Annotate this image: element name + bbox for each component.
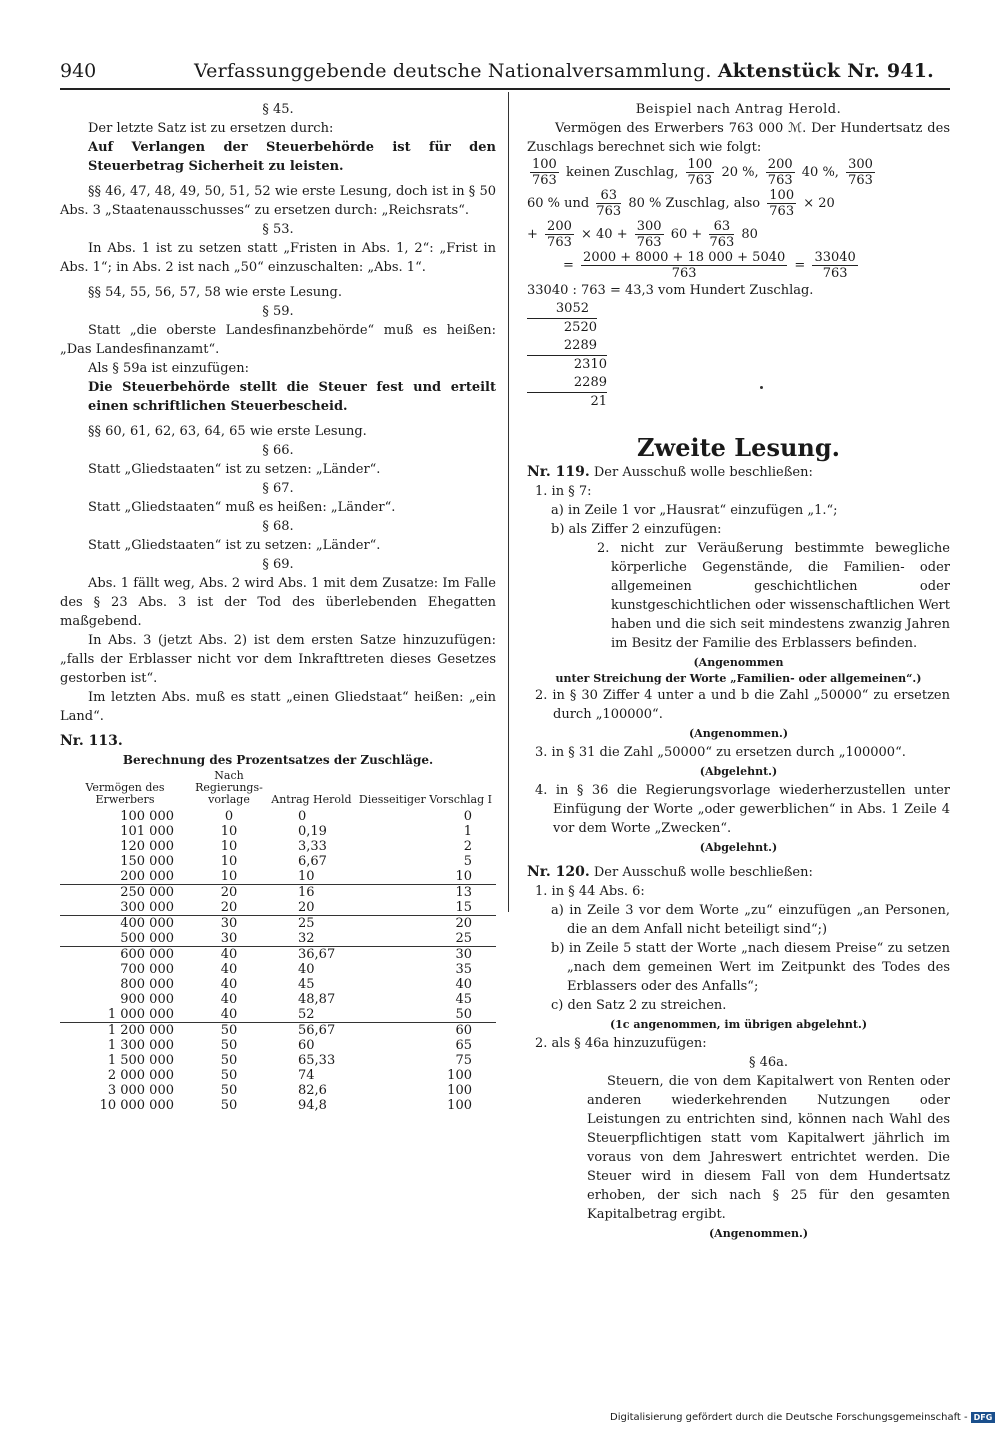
example-heading: Beispiel nach Antrag Herold. [635, 102, 842, 117]
table-cell: 40 [220, 977, 238, 992]
table-cell: 600 000 [60, 947, 190, 963]
formula-line-3: + $\frac{200}{763}$ × 40 + $\frac{300}{763}$ 60 + $\frac{63}{763}$ 80 [527, 219, 758, 250]
list-item: 4. in § 36 die Regierungsvorlage wiederherzustellen unter Einfügung der Worte „oder gewerblichen“ in Abs. 1 Zeile 4 vor dem Worte „Zwecken“. [535, 783, 950, 836]
table-cell: 700 000 [120, 962, 174, 977]
header-doc-number: Aktenstück Nr. 941. [717, 60, 934, 82]
table-cell: 10 [220, 824, 238, 839]
table-cell: 35 [455, 962, 472, 977]
table-cell: 15 [455, 900, 472, 915]
decision-note: (Angenommen.) [688, 727, 789, 740]
table-cell: 101 000 [120, 824, 174, 839]
item-heading: Nr. 119. Der Ausschuß wolle beschließen: [527, 464, 813, 480]
right-column [527, 100, 950, 1243]
paragraph: Steuern, die von dem Kapitalwert von Renten oder anderen wiederkehrenden Nutzungen oder Leistungen zu entrichten sind, können nach Wahl des Steuerpflichtigen statt vom Kapitalwert jährlich im voraus von dem Jahreswert entrichtet werden. Die Steuer wird in diesem Fall von dem Hundertsatz erhoben, der sich nach § 25 für den gesamten Kapitalbetrag ergibt. [587, 1074, 950, 1222]
fraction: $\frac{63}{763}$ [709, 219, 735, 250]
ink-speck [760, 386, 763, 389]
list-item: 1. in § 44 Abs. 6: [535, 884, 645, 899]
section-heading: § 67. [262, 481, 294, 496]
table-cell: 100 [447, 1098, 472, 1113]
table-cell: 20 [190, 885, 268, 901]
table-cell: 1 [463, 824, 472, 839]
table-cell: 1 000 000 [107, 1007, 174, 1022]
paragraph: Als § 59a ist einzufügen: [88, 361, 249, 376]
paragraph: Statt „die oberste Landesfinanzbehörde“ muß es heißen: „Das Landesfinanzamt“. [60, 323, 496, 357]
section-heading: § 46a. [748, 1055, 789, 1070]
table-row [60, 931, 496, 947]
table-cell: 36,67 [268, 947, 355, 963]
table-cell: 45 [455, 992, 472, 1007]
table-cell: 45 [298, 977, 315, 992]
table-cell: 6,67 [298, 854, 327, 869]
table-cell: 16 [268, 885, 355, 901]
table-column-header: Vermögen des Erwerbers [85, 781, 165, 806]
table-row [60, 1083, 496, 1098]
table-cell: 3 000 000 [107, 1083, 174, 1098]
table-cell: 40 [220, 1007, 238, 1022]
table-cell: 0 [463, 809, 472, 824]
table-cell: 5 [463, 854, 472, 869]
paragraph: Abs. 1 fällt weg, Abs. 2 wird Abs. 1 mit dem Zusatze: Im Falle des § 23 Abs. 3 ist der Tod des überlebenden Ehegatten maßgebend. [60, 576, 496, 629]
list-item: a) in Zeile 1 vor „Hausrat“ einzufügen „1.“; [551, 503, 838, 518]
table-cell: 20 [220, 900, 238, 915]
table-row [60, 900, 496, 916]
paragraph: Vermögen des Erwerbers 763 000 ℳ. Der Hundertsatz des Zuschlags berechnet sich wie folgt: [527, 121, 950, 155]
table-cell: 40 [220, 962, 238, 977]
fraction: $\frac{33040}{763}$ [814, 250, 856, 281]
list-item: 1. in § 7: [535, 484, 592, 499]
decision-note: (Angenommen [693, 656, 784, 669]
table-row [60, 992, 496, 1007]
table-cell: 30 [220, 931, 238, 946]
bold-paragraph: Die Steuerbehörde stellt die Steuer fest und erteilt einen schriftlichen Steuerbescheid. [88, 380, 496, 414]
table-cell: 1 300 000 [107, 1038, 174, 1053]
paragraph: §§ 60, 61, 62, 63, 64, 65 wie erste Lesung. [88, 424, 367, 439]
table-cell: 300 000 [120, 900, 174, 915]
table-cell: 10 [298, 869, 315, 884]
table-cell: 900 000 [120, 992, 174, 1007]
paragraph: Statt „Gliedstaaten“ muß es heißen: „Länder“. [88, 500, 396, 515]
formula-line-1: $\frac{100}{763}$ keinen Zuschlag, $\frac{100}{763}$ 20 %, $\frac{200}{763}$ 40 %, $\frac{300}{763}$ [532, 157, 873, 188]
table-cell: 82,6 [298, 1083, 327, 1098]
fraction: $\frac{300}{763}$ [636, 219, 662, 250]
table-cell: 0,19 [298, 824, 327, 839]
table-cell: 200 000 [120, 869, 174, 884]
table-cell: 250 000 [60, 885, 190, 901]
section-heading: § 68. [262, 519, 294, 534]
table-cell: 75 [455, 1053, 472, 1068]
table-cell: 3,33 [298, 839, 327, 854]
fraction: $\frac{100}{763}$ [532, 157, 557, 188]
table-cell: 60 [355, 1023, 496, 1039]
table-cell: 20 [298, 900, 315, 915]
table-row [60, 1068, 496, 1083]
table-column-header: Nach Regierungs- vorlage [195, 769, 263, 806]
section-title: Zweite Lesung. [637, 433, 840, 462]
fraction: $\frac{200}{763}$ [767, 157, 793, 188]
table-cell: 800 000 [120, 977, 174, 992]
table-cell: 40 [455, 977, 472, 992]
table-row [60, 1007, 496, 1023]
table-row [60, 824, 496, 839]
table-cell: 13 [355, 885, 496, 901]
table-cell: 10 [220, 854, 238, 869]
item-heading: Nr. 120. Der Ausschuß wolle beschließen: [527, 864, 813, 880]
table-column-header: Antrag Herold [271, 793, 352, 806]
table-cell: 48,87 [298, 992, 336, 1007]
table-cell: 20 [355, 916, 496, 932]
table-cell: 60 [298, 1038, 315, 1053]
list-item: b) als Ziffer 2 einzufügen: [551, 522, 722, 537]
table-cell: 65 [455, 1038, 472, 1053]
long-division: 3052 2520 2289 2310 2289 21 [527, 300, 597, 411]
table-cell: 25 [268, 916, 355, 932]
paragraph: §§ 54, 55, 56, 57, 58 wie erste Lesung. [88, 285, 342, 300]
table-cell: 100 [447, 1068, 472, 1083]
table-column-header: Diesseitiger Vorschlag I [358, 793, 492, 806]
fraction: $\frac{300}{763}$ [848, 157, 873, 188]
formula-line-4: = $\frac{2000 + 8000 + 18 000 + 5040}{763}$ = $\frac{33040}{763}$ [563, 250, 856, 281]
table-cell: 50 [190, 1023, 268, 1039]
paragraph: In Abs. 3 (jetzt Abs. 2) ist dem ersten Satze hinzuzufügen: „falls der Erblasser nicht vor dem Inkrafttreten dieses Gesetzes gestorben ist“. [60, 633, 496, 686]
table-cell: 40 [190, 947, 268, 963]
paragraph: Der letzte Satz ist zu ersetzen durch: [88, 121, 334, 136]
table-cell: 150 000 [120, 854, 174, 869]
list-item: 3. in § 31 die Zahl „50000“ zu ersetzen durch „100000“. [535, 745, 906, 760]
decision-note: (Abgelehnt.) [699, 765, 778, 778]
table-cell: 30 [190, 916, 268, 932]
paragraph: Statt „Gliedstaaten“ ist zu setzen: „Länder“. [88, 462, 381, 477]
header-title: Verfassunggebende deutsche Nationalversammlung. Aktenstück Nr. 941. [194, 60, 934, 82]
table-title: Berechnung des Prozentsatzes der Zuschläge. [122, 753, 434, 767]
table-cell: 50 [220, 1038, 238, 1053]
section-heading: § 53. [262, 222, 294, 237]
header-rule [60, 88, 950, 90]
section-heading: § 45. [262, 102, 294, 117]
table-row [60, 885, 496, 901]
list-item: b) in Zeile 5 statt der Worte „nach diesem Preise“ zu setzen „nach dem gemeinen Wert im Zeitpunkt des Todes des Erblassers oder des Anfalls“; [551, 941, 950, 994]
table-row [60, 916, 496, 932]
table-row [60, 962, 496, 977]
table-cell: 1 200 000 [60, 1023, 190, 1039]
table-cell: 2 000 000 [107, 1068, 174, 1083]
paragraph: In Abs. 1 ist zu setzen statt „Fristen in Abs. 1, 2“: „Frist in Abs. 1“; in Abs. 2 ist nach „50“ einzuschalten: „Abs. 1“. [60, 241, 496, 275]
bold-paragraph: Auf Verlangen der Steuerbehörde ist für den Steuerbetrag Sicherheit zu leisten. [88, 140, 496, 174]
list-item: 2. nicht zur Veräußerung bestimmte bewegliche körperliche Gegenstände, die Familien- oder allgemeinen geschichtlichen oder kunstgeschichtlichen oder wissenschaftlichen Wert haben und die sich seit mindestens zwanzig Jahren im Besitz der Familie des Erblassers befinden. [597, 541, 950, 651]
left-column [60, 100, 496, 1113]
fraction: $\frac{200}{763}$ [547, 219, 572, 250]
table-row [60, 839, 496, 854]
decision-note: (Abgelehnt.) [699, 841, 778, 854]
table-row [60, 1053, 496, 1068]
division-line: 33040 : 763 = 43,3 vom Hundert Zuschlag. [527, 283, 814, 298]
table-cell: 25 [455, 931, 472, 946]
table-cell: 40 [220, 992, 238, 1007]
table-cell: 40 [298, 962, 315, 977]
table-cell: 10 [220, 869, 238, 884]
table-cell: 94,8 [298, 1098, 327, 1113]
table-cell: 400 000 [60, 916, 190, 932]
list-item: 2. in § 30 Ziffer 4 unter a und b die Zahl „50000“ zu ersetzen durch „100000“. [535, 688, 950, 722]
table-row [60, 809, 496, 824]
paragraph: Im letzten Abs. muß es statt „einen Gliedstaat“ heißen: „ein Land“. [60, 690, 496, 724]
table-row [60, 854, 496, 869]
table-cell: 65,33 [298, 1053, 336, 1068]
surcharge-table [60, 770, 496, 1113]
table-row [60, 869, 496, 885]
item-number: Nr. 113. [60, 733, 123, 749]
paragraph: Statt „Gliedstaaten“ ist zu setzen: „Länder“. [88, 538, 381, 553]
decision-note: (1c angenommen, im übrigen abgelehnt.) [609, 1018, 868, 1031]
fraction: $\frac{63}{763}$ [596, 188, 622, 219]
table-row [60, 1023, 496, 1039]
table-cell: 100 [447, 1083, 472, 1098]
table-cell: 10 [220, 839, 238, 854]
table-cell: 56,67 [268, 1023, 355, 1039]
section-heading: § 59. [262, 304, 294, 319]
table-cell: 100 000 [120, 809, 174, 824]
table-cell: 30 [355, 947, 496, 963]
table-row [60, 947, 496, 963]
table-row [60, 1038, 496, 1053]
table-cell: 10 000 000 [99, 1098, 174, 1113]
list-item: 2. als § 46a hinzuzufügen: [535, 1036, 707, 1051]
table-cell: 10 [455, 869, 472, 884]
column-divider [508, 92, 509, 912]
list-item: a) in Zeile 3 vor dem Worte „zu“ einzufügen „an Personen, die an dem Anfall nicht beteiligt sind“;) [551, 903, 950, 937]
table-cell: 50 [220, 1068, 238, 1083]
table-row [60, 977, 496, 992]
formula-line-2: 60 % und $\frac{63}{763}$ 80 % Zuschlag, also $\frac{100}{763}$ × 20 [527, 188, 835, 219]
running-header [60, 58, 950, 88]
table-cell: 1 500 000 [107, 1053, 174, 1068]
page-number: 940 [60, 60, 97, 82]
table-cell: 50 [455, 1007, 472, 1022]
dfg-logo: DFG [971, 1412, 996, 1423]
table-cell: 52 [298, 1007, 315, 1022]
footer: Digitalisierung gefördert durch die Deutsche Forschungsgemeinschaft - DFG [610, 1412, 995, 1423]
list-item: c) den Satz 2 zu streichen. [551, 998, 727, 1013]
table-cell: 32 [298, 931, 315, 946]
section-heading: § 69. [262, 557, 294, 572]
table-cell: 50 [220, 1083, 238, 1098]
table-cell: 0 [298, 809, 307, 824]
table-cell: 2 [463, 839, 472, 854]
fraction: $\frac{100}{763}$ [687, 157, 713, 188]
table-row [60, 1098, 496, 1113]
table-cell: 50 [220, 1098, 238, 1113]
paragraph: §§ 46, 47, 48, 49, 50, 51, 52 wie erste Lesung, doch ist in § 50 Abs. 3 „Staatenausschusses“ zu ersetzen durch: „Reichsrats“. [60, 184, 496, 218]
table-cell: 120 000 [120, 839, 174, 854]
table-cell: 50 [220, 1053, 238, 1068]
table-cell: 0 [224, 809, 234, 824]
table-cell: 500 000 [120, 931, 174, 946]
fraction: $\frac{100}{763}$ [769, 188, 795, 219]
decision-note: unter Streichung der Worte „Familien- oder allgemeinen“.) [555, 672, 922, 685]
table-cell: 74 [298, 1068, 315, 1083]
fraction: $\frac{2000 + 8000 + 18 000 + 5040}{763}$ [583, 250, 786, 281]
decision-note: (Angenommen.) [708, 1227, 809, 1240]
section-heading: § 66. [262, 443, 294, 458]
